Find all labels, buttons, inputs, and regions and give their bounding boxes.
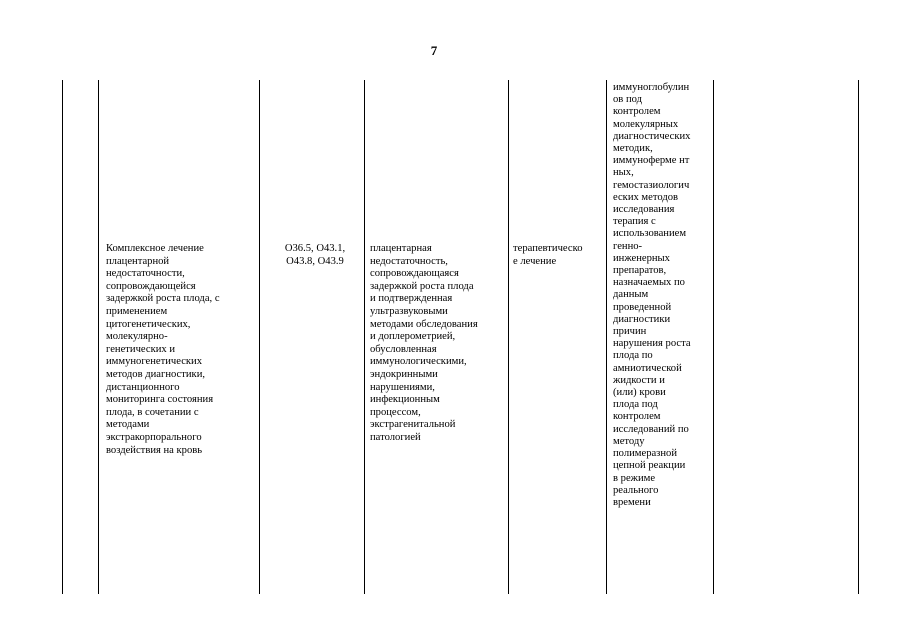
column-divider-4 xyxy=(606,80,607,594)
treatment-method-cell: иммуноглобулин ов под контролем молекулярных диагностических методик, иммуноферме нт ных, гемостазиологич еских методов исследования терапия с использованием генно- инженерных препаратов, назначаемых по данным проведенной диагностики причин нарушения роста плода по амниотической жидкости и (или) крови плода под контролем исследований по методу полимеразной цепной реакции в режиме реального времени xyxy=(613,82,691,508)
page-number: 7 xyxy=(430,43,438,58)
column-divider-1 xyxy=(259,80,260,594)
column-divider-3 xyxy=(508,80,509,594)
icd-codes-cell: O36.5, O43.1, O43.8, O43.9 xyxy=(284,243,346,267)
column-divider-2 xyxy=(364,80,365,594)
table-border-right xyxy=(858,80,859,594)
table-border-left xyxy=(98,80,99,594)
column-divider-5 xyxy=(713,80,714,594)
table-border-left-outer xyxy=(62,80,63,594)
procedure-name-cell: Комплексное лечение плацентарной недостаточности, сопровождающейся задержкой роста плода, с применением цитогенетических, молекулярно- генетических и иммуногенетических методов диагностики, дистанционного мониторинга состояния плода, в сочетании с методами экстракорпорального воздействия на кровь xyxy=(106,243,220,456)
treatment-type-cell: терапевтическо е лечение xyxy=(513,243,583,267)
patient-model-cell: плацентарная недостаточность, сопровождающаяся задержкой роста плода и подтвержденная ультразвуковыми методами обследования и доплерометрией, обусловленная иммунологическими, эндокринными нарушениями, инфекционным процессом, экстрагенитальной патологией xyxy=(370,243,478,443)
